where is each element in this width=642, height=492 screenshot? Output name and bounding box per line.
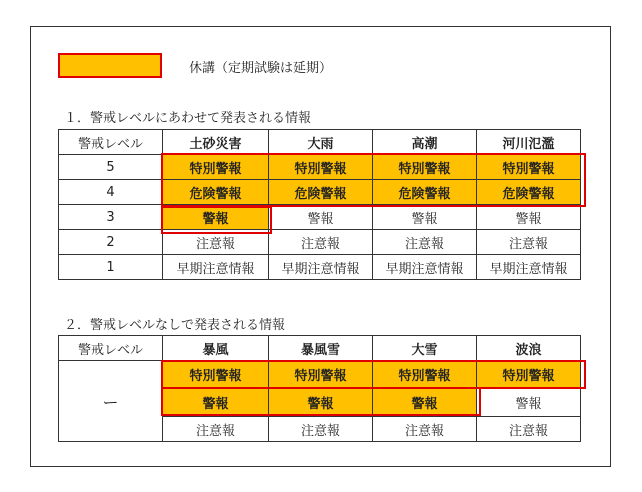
table-cell: 早期注意情報 (163, 255, 269, 280)
level-cell: 4 (59, 180, 163, 205)
table-cell: 特別警報 (163, 155, 269, 180)
level-cell: 5 (59, 155, 163, 180)
table-cell: 注意報 (477, 417, 581, 442)
header-cell: 波浪 (477, 336, 581, 361)
table-cell: 警報 (477, 389, 581, 417)
header-cell: 大雨 (269, 130, 373, 155)
table-cell: 注意報 (269, 230, 373, 255)
section1-title: １．警戒レベルにあわせて発表される情報 (64, 111, 312, 126)
table-cell: 警報 (269, 389, 373, 417)
level-cell: 1 (59, 255, 163, 280)
table-cell: 警報 (477, 205, 581, 230)
table-cell: 注意報 (477, 230, 581, 255)
table-cell: 早期注意情報 (269, 255, 373, 280)
header-cell: 警戒レベル (59, 336, 163, 361)
table-cell: 危険警報 (269, 180, 373, 205)
section2-title: ２．警戒レベルなしで発表される情報 (64, 318, 286, 333)
table-cell: 早期注意情報 (373, 255, 477, 280)
level-cell: 3 (59, 205, 163, 230)
header-cell: 土砂災害 (163, 130, 269, 155)
legend-swatch (58, 53, 162, 78)
table-row (59, 255, 581, 280)
table-header-row (59, 130, 581, 155)
header-cell: 警戒レベル (59, 130, 163, 155)
table-header-row (59, 336, 581, 361)
table-cell: 注意報 (373, 230, 477, 255)
table-cell: 早期注意情報 (477, 255, 581, 280)
header-cell: 大雪 (373, 336, 477, 361)
table-cell: 危険警報 (477, 180, 581, 205)
table-cell: 特別警報 (373, 361, 477, 389)
table-cell: 危険警報 (373, 180, 477, 205)
table-cell: 警報 (373, 205, 477, 230)
table-cell: 特別警報 (477, 155, 581, 180)
table-row (59, 230, 581, 255)
header-cell: 高潮 (373, 130, 477, 155)
table-cell: 特別警報 (269, 361, 373, 389)
table-cell: 警報 (269, 205, 373, 230)
table-cell: 警報 (163, 389, 269, 417)
table-row (59, 205, 581, 230)
level-cell: 2 (59, 230, 163, 255)
table-cell: 特別警報 (477, 361, 581, 389)
level-cell: ー (59, 361, 163, 442)
table-cell: 注意報 (163, 230, 269, 255)
table-row (59, 361, 581, 389)
header-cell: 河川氾濫 (477, 130, 581, 155)
table-row (59, 180, 581, 205)
table-cell: 警報 (373, 389, 477, 417)
table-cell: 注意報 (163, 417, 269, 442)
legend-text: 休講（定期試験は延期） (189, 61, 333, 76)
table-cell: 特別警報 (373, 155, 477, 180)
table-cell: 警報 (163, 205, 269, 230)
table-cell: 注意報 (269, 417, 373, 442)
header-cell: 暴風雪 (269, 336, 373, 361)
table-cell: 注意報 (373, 417, 477, 442)
table-cell: 特別警報 (163, 361, 269, 389)
table-cell: 危険警報 (163, 180, 269, 205)
header-cell: 暴風 (163, 336, 269, 361)
table-row (59, 155, 581, 180)
section1-table (58, 129, 581, 280)
section2-table (58, 335, 581, 442)
table-cell: 特別警報 (269, 155, 373, 180)
